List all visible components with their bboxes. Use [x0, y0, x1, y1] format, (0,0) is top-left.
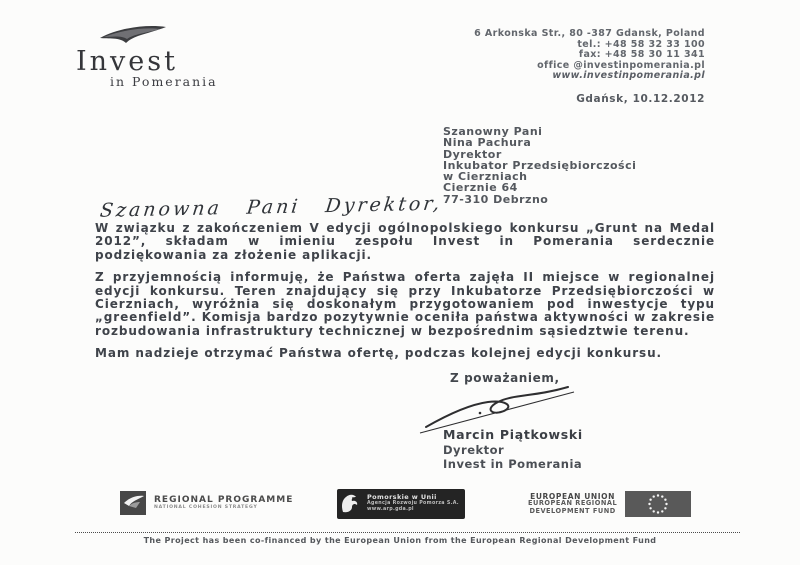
signer-name: Marcin Piątkowski: [443, 427, 583, 442]
recipient-line: 77-310 Debrzno: [443, 192, 549, 206]
eu-title: EUROPEAN UNION: [530, 491, 616, 501]
handwritten-greeting: Szanowna Pani Dyrektor,: [98, 192, 444, 222]
recipient-line: Szanowny Pani: [443, 125, 543, 138]
body-paragraph: W związku z zakończeniem V edycji ogólnopolskiego konkursu „Grunt na Medal 2012”, składam w imieniu zespołu Invest in Pomerania serdecznie podziękowania za złożenie aplikacji.: [95, 221, 715, 262]
invest-in-pomerania-logo: [72, 18, 242, 89]
body-paragraph: Mam nadzieje otrzymać Państwa ofertę, podczas kolejnej edycji konkursu.: [95, 346, 662, 361]
contact-tel: tel.: +48 58 32 33 100: [577, 38, 705, 50]
eu-flag-icon: [625, 491, 691, 517]
recipient-line: Nina Pachura: [443, 136, 532, 150]
eu-subtitle-1: EUROPEAN REGIONAL: [528, 499, 618, 508]
regional-programme-title: REGIONAL PROGRAMME: [154, 495, 294, 505]
griffin-icon: [337, 491, 363, 517]
dateline: Gdańsk, 10.12.2012: [576, 93, 705, 105]
pomorskie-title: Pomorskie w Unii: [367, 493, 437, 502]
pomorskie-website: www.arp.gda.pl: [367, 507, 414, 513]
body-paragraph: Z przyjemnością informuję, że Państwa oferta zajęła II miejsce w regionalnej edycji konkursu. Teren znajdujący się przy Inkubatorze Przedsiębiorczości w Cierzniach, wyróżnia się doskonałym przygotowaniem pod inwestycje typu „greenfield”. Komisja bardzo pozytywnie oceniła państwa aktywności w zakresie rozbudowania infrastruktury technicznej w bezpośrednim sąsiedztwie terenu.: [95, 270, 715, 338]
signer-title: Dyrektor: [443, 442, 505, 457]
eu-subtitle-2: DEVELOPMENT FUND: [529, 506, 616, 515]
contact-address: 6 Arkonska Str., 80 -387 Gdansk, Poland: [474, 28, 705, 39]
recipient-line: Dyrektor: [443, 147, 502, 161]
contact-block: [474, 29, 705, 82]
contact-email: office @investinpomerania.pl: [537, 59, 705, 71]
regional-programme-logo: [120, 490, 293, 516]
recipient-line: Cierznie 64: [443, 181, 518, 195]
pomorskie-w-unii-logo: [337, 489, 465, 519]
contact-fax: fax: +48 58 30 11 341: [578, 49, 705, 61]
recipient-block: [443, 126, 636, 205]
recipient-line: w Cierzniach: [443, 170, 528, 184]
signer-organization: Invest in Pomerania: [443, 457, 583, 471]
european-union-logo: [528, 491, 691, 517]
letter-body: [95, 222, 715, 370]
closing-salutation: Z poważaniem,: [450, 371, 560, 385]
regional-programme-subtitle: NATIONAL COHESION STRATEGY: [154, 505, 258, 510]
national-cohesion-strategy-icon: [120, 490, 147, 516]
footer-divider: [75, 532, 740, 533]
pomorskie-agency: Agencja Rozwoju Pomorza S.A.: [367, 500, 459, 506]
cofinancing-note: The Project has been co-financed by the European Union from the European Regional Development Fund: [143, 536, 657, 545]
invest-logo-wordmark: Invest: [76, 46, 178, 77]
contact-website: www.investinpomerania.pl: [552, 70, 705, 82]
invest-logo-tagline: in Pomerania: [110, 74, 218, 89]
signature-block: [443, 428, 583, 472]
recipient-line: Inkubator Przedsiębiorczości: [443, 158, 637, 172]
